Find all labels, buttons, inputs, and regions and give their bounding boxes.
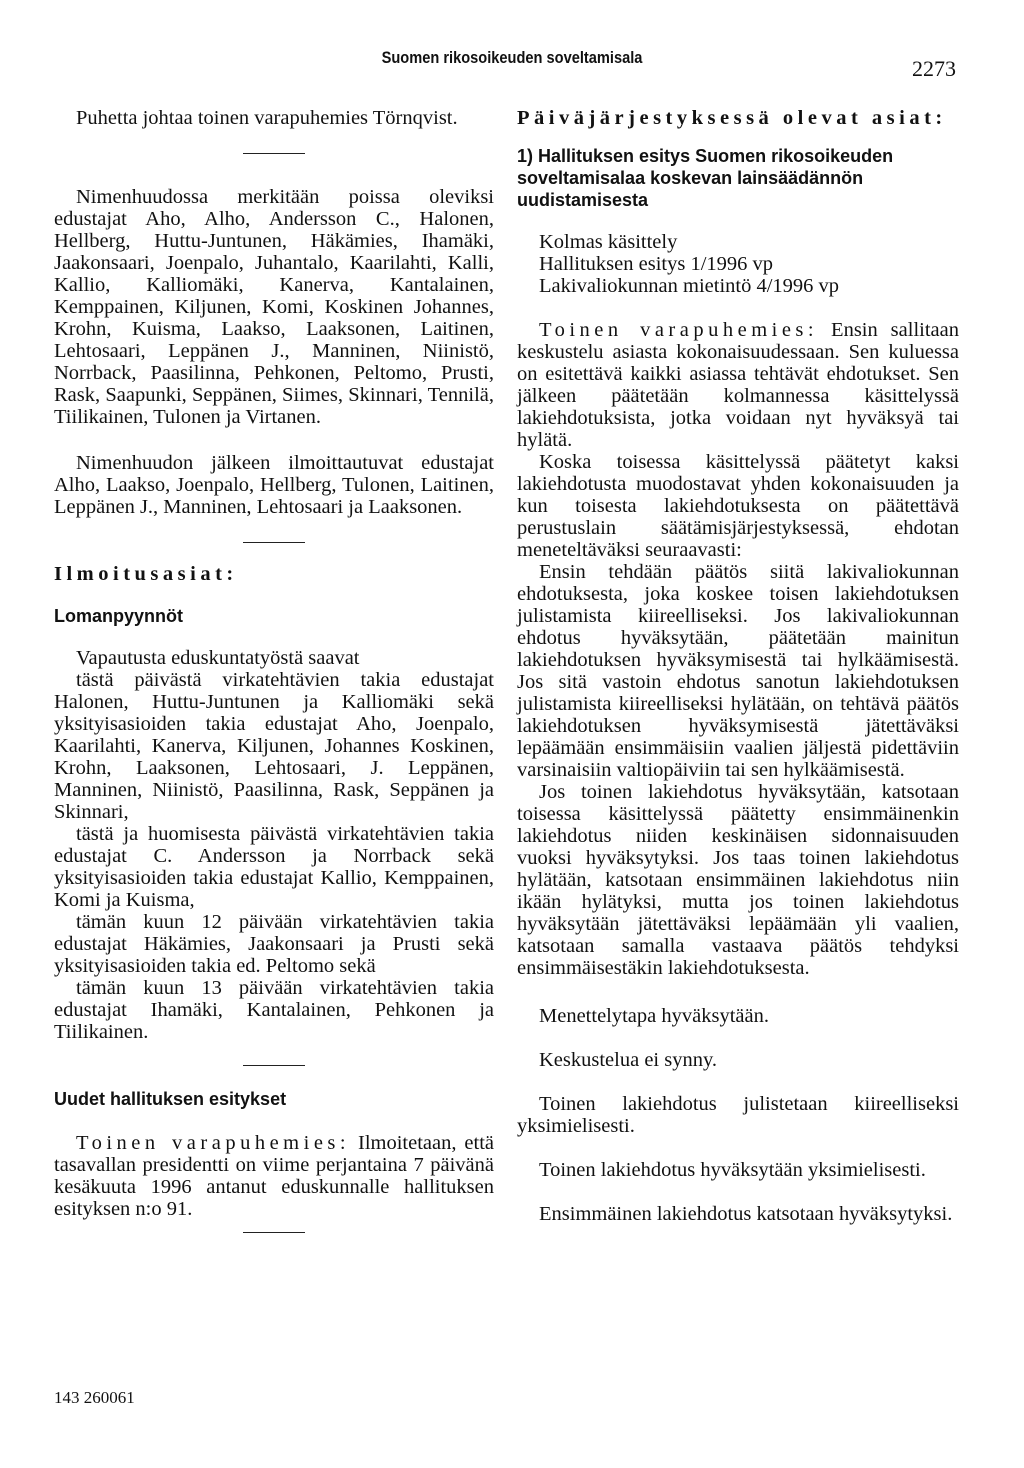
leave-item-4: tämän kuun 13 päivään virkatehtävien takia edustajat Ihamäki, Kantalainen, Pehkonen ja Tiilikainen. (54, 977, 494, 1043)
leave-item-2: tästä ja huomisesta päivästä virkatehtävien takia edustajat C. Andersson ja Norrback sekä yksityisasioiden takia edustajat Kallio, Kemppainen, Komi ja Kuisma, (54, 823, 494, 911)
page-header-title: Suomen rikosoikeuden soveltamisala (381, 48, 643, 67)
committee-report-reference: Lakivaliokunnan mietintö 4/1996 vp (539, 275, 840, 297)
right-column (517, 107, 959, 1225)
leave-item-3: tämän kuun 12 päivään virkatehtävien takia edustajat Häkämies, Jaakonsaari ja Prusti sekä yksityisasioiden takia ed. Peltomo sekä (54, 911, 494, 977)
chair-note: Puhetta johtaa toinen varapuhemies Törnqvist. (76, 107, 458, 129)
leave-heading: Lomanpyynnöt (54, 606, 183, 626)
leave-item-1: tästä päivästä virkatehtävien takia edustajat Halonen, Huttu-Juntunen ja Kalliomäki sekä yksityisasioiden takia edustajat Aho, Joenpalo, Kaarilahti, Kanerva, Kiljunen, Johannes Koskinen, Krohn, Laaksonen, Lehtosaari, J. Leppänen, Manninen, Niinistö, Paasilinna, Rask, Seppänen ja Skinnari, (54, 669, 494, 823)
decision-4: Toinen lakiehdotus hyväksytään yksimielisesti. (539, 1159, 926, 1181)
reading-label: Kolmas käsittely (539, 231, 678, 253)
bills-text: Ilmoitetaan, että tasavallan presidentti on viime perjantaina 7 päivänä kesäkuuta 1996 antanut eduskunnalle hallituksen esityksen n:o 91. (54, 1132, 494, 1220)
page-number: 2273 (912, 56, 956, 81)
roll-call-absent: Nimenhuudossa merkitään poissa oleviksi edustajat Aho, Alho, Andersson C., Halonen, Hellberg, Huttu-Juntunen, Häkämies, Ihamäki, Jaakonsaari, Joenpalo, Juhantalo, Kaarilahti, Kalli, Kallio, Kalliomäki, Kanerva, Kantalainen, Kemppainen, Kiljunen, Komi, Koskinen Johannes, Krohn, Kuisma, Laakso, Laaksonen, Laitinen, Lehtosaari, Leppänen J., Manninen, Niinistö, Norrback, Paasilinna, Pehkonen, Peltomo, Prusti, Rask, Saapunki, Seppänen, Siimes, Skinnari, Tennilä, Tiilikainen, Tulonen ja Virtanen. (54, 186, 494, 428)
decision-3: Toinen lakiehdotus julistetaan kiireelliseksi yksimielisesti. (517, 1093, 959, 1137)
left-column (54, 107, 494, 1233)
roll-call-late: Nimenhuudon jälkeen ilmoittautuvat edustajat Alho, Laakso, Joenpalo, Hellberg, Tulonen, Laitinen, Leppänen J., Manninen, Lehtosaari ja Laaksonen. (54, 452, 494, 518)
notices-heading: Ilmoitusasiat: (54, 563, 238, 585)
speech-part-4: Jos toinen lakiehdotus hyväksytään, katsotaan toisessa käsittelyssä päätetty ensimmäinenkin lakiehdotus niiden keskinäisen sidonnaisuuden vuoksi hyväksytyksi. Jos taas toinen lakiehdotus hylätään, katsotaan ensimmäinen lakiehdotus niin ikään hylätyksi, mutta jos toinen lakiehdotus hyväksytään jätettäväksi lepäämään yli vaalien, katsotaan samalla vastaava päätös tehdyksi ensimmäisestäkin lakiehdotuksesta. (517, 781, 959, 979)
bill-reference: Hallituksen esitys 1/1996 vp (539, 253, 774, 275)
speaker-statement-1 (517, 319, 959, 451)
decision-2: Keskustelua ei synny. (539, 1049, 718, 1071)
divider-4 (243, 1232, 305, 1233)
print-code: 143 260061 (54, 1388, 135, 1407)
leave-intro: Vapautusta eduskuntatyöstä saavat (76, 647, 360, 669)
decision-1: Menettelytapa hyväksytään. (539, 1005, 769, 1027)
speech-part-2: Koska toisessa käsittelyssä päätetyt kaksi lakiehdotusta muodostavat yhden kokonaisuuden ja kun toisesta lakiehdotuksesta on päätettävä perustuslain säätämisjärjestyksessä, ehdotan meneteltäväksi seuraavasti: (517, 451, 959, 561)
bills-speaker: Toinen varapuhemies: (76, 1132, 351, 1154)
bills-announcement (54, 1132, 494, 1220)
speaker-name: Toinen varapuhemies: (539, 319, 819, 341)
agenda-item-title: 1) Hallituksen esitys Suomen rikosoikeuden soveltamisalaa koskevan lainsäädännön uudistamisesta (517, 146, 894, 210)
agenda-heading: Päiväjärjestyksessä olevat asiat: (517, 107, 947, 129)
speech-part-3: Ensin tehdään päätös siitä lakivaliokunnan ehdotuksesta, joka koskee toisen lakiehdotuksen julistamista kiireelliseksi. Jos lakivaliokunnan ehdotus hyväksytään, päätetään mainitun lakiehdotuksen hyväksymisestä tai hylkäämisestä. Jos sitä vastoin ehdotus sanotun lakiehdotuksen julistamista kiireelliseksi hylätään, on tehtävä päätös lakiehdotuksen hyväksymisestä jätettäväksi lepäämään ensimmäisiin vaalien jäljestä pidettäviin varsinaisiin valtiopäiviin tai sen hylkäämisestä. (517, 561, 959, 781)
decision-5: Ensimmäinen lakiehdotus katsotaan hyväksytyksi. (539, 1203, 953, 1225)
bills-heading: Uudet hallituksen esitykset (54, 1089, 287, 1109)
speech-part-1: Ensin sallitaan keskustelu asiasta kokonaisuudessaan. Sen kuluessa on esitettävä kaikki asiassa tehtävät ehdotukset. Sen jälkeen päätetään kolmannessa käsittelyssä lakiehdotuksista, jotka voidaan nyt hyväksyä tai hylätä. (517, 319, 959, 451)
